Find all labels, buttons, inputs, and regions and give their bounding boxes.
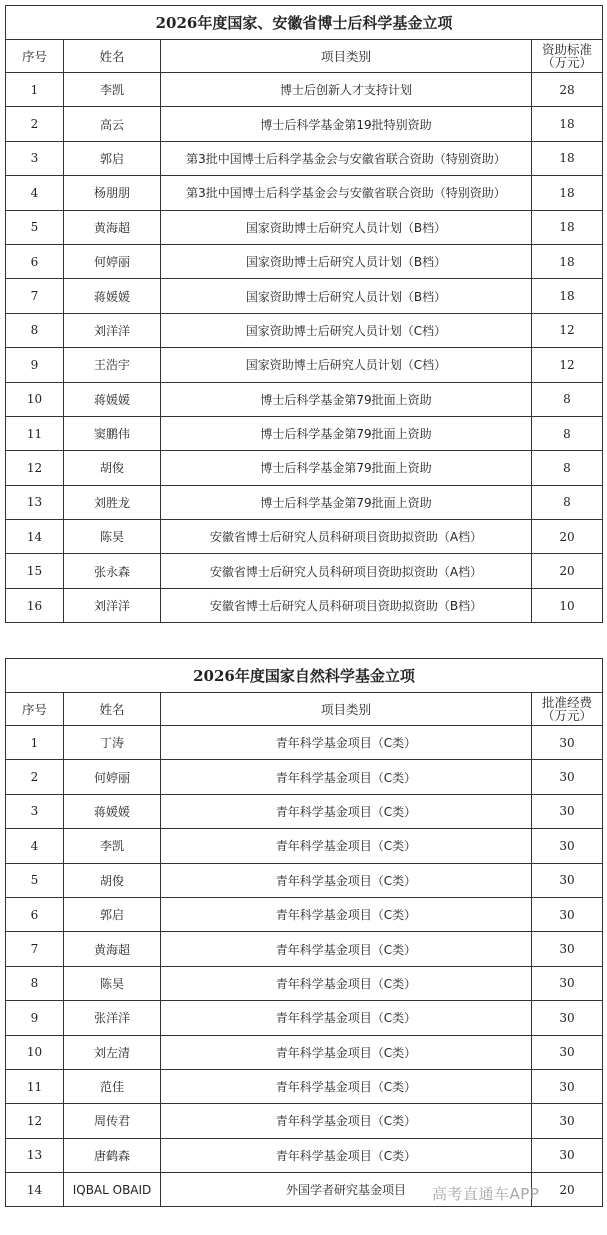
table-row — [6, 932, 603, 966]
table-row — [6, 520, 603, 554]
table-row — [6, 1035, 603, 1069]
cell-amount: 20 — [532, 1173, 603, 1207]
cell-amount: 30 — [532, 1069, 603, 1103]
cell-amount: 18 — [532, 279, 603, 313]
cell-category: 国家资助博士后研究人员计划（C档） — [161, 313, 532, 347]
table-row — [6, 279, 603, 313]
cell-name: 何婷丽 — [64, 244, 161, 278]
cell-category: 第3批中国博士后科学基金会与安徽省联合资助（特别资助） — [161, 176, 532, 210]
header-name: 姓名 — [64, 40, 161, 73]
cell-category: 青年科学基金项目（C类） — [161, 1104, 532, 1138]
table-row — [6, 554, 603, 588]
cell-category: 博士后科学基金第79批面上资助 — [161, 451, 532, 485]
cell-amount: 20 — [532, 520, 603, 554]
table-row — [6, 1138, 603, 1172]
cell-index: 10 — [6, 1035, 64, 1069]
cell-name: 张永森 — [64, 554, 161, 588]
cell-index: 4 — [6, 176, 64, 210]
cell-category: 国家资助博士后研究人员计划（B档） — [161, 244, 532, 278]
table-row — [6, 1104, 603, 1138]
header-amount-line2: （万元） — [541, 55, 592, 70]
cell-index: 13 — [6, 1138, 64, 1172]
cell-index: 8 — [6, 966, 64, 1000]
cell-name: 窦鹏伟 — [64, 416, 161, 450]
cell-category: 青年科学基金项目（C类） — [161, 932, 532, 966]
cell-index: 1 — [6, 726, 64, 760]
cell-amount: 8 — [532, 416, 603, 450]
cell-index: 12 — [6, 451, 64, 485]
cell-name: 刘左清 — [64, 1035, 161, 1069]
nsfc-funding-table — [5, 658, 603, 1207]
cell-amount: 30 — [532, 1001, 603, 1035]
table-body — [6, 726, 603, 1207]
cell-amount: 10 — [532, 588, 603, 622]
cell-index: 2 — [6, 107, 64, 141]
header-index: 序号 — [6, 40, 64, 73]
cell-index: 11 — [6, 1069, 64, 1103]
table-row — [6, 73, 603, 107]
postdoc-funding-table — [5, 5, 603, 623]
table-row — [6, 1001, 603, 1035]
table-row — [6, 829, 603, 863]
cell-index: 3 — [6, 794, 64, 828]
cell-name: 黄海超 — [64, 210, 161, 244]
cell-name: 黄海超 — [64, 932, 161, 966]
cell-name: 胡俊 — [64, 451, 161, 485]
cell-index: 3 — [6, 141, 64, 175]
cell-name: 李凯 — [64, 829, 161, 863]
cell-category: 青年科学基金项目（C类） — [161, 1069, 532, 1103]
table-row — [6, 451, 603, 485]
header-amount-line1: 批准经费 — [541, 695, 592, 710]
cell-amount: 18 — [532, 244, 603, 278]
cell-index: 1 — [6, 73, 64, 107]
cell-amount: 30 — [532, 760, 603, 794]
cell-name: 王浩宇 — [64, 348, 161, 382]
cell-index: 6 — [6, 244, 64, 278]
cell-index: 5 — [6, 210, 64, 244]
cell-amount: 30 — [532, 932, 603, 966]
cell-category: 国家资助博士后研究人员计划（B档） — [161, 210, 532, 244]
cell-name: 胡俊 — [64, 863, 161, 897]
cell-category: 青年科学基金项目（C类） — [161, 794, 532, 828]
cell-category: 青年科学基金项目（C类） — [161, 1035, 532, 1069]
header-index: 序号 — [6, 693, 64, 726]
cell-name: 周传君 — [64, 1104, 161, 1138]
table-row — [6, 348, 603, 382]
cell-index: 8 — [6, 313, 64, 347]
cell-category: 外国学者研究基金项目 — [161, 1173, 532, 1207]
cell-amount: 28 — [532, 73, 603, 107]
cell-amount: 30 — [532, 966, 603, 1000]
cell-index: 4 — [6, 829, 64, 863]
cell-index: 2 — [6, 760, 64, 794]
cell-index: 10 — [6, 382, 64, 416]
cell-category: 安徽省博士后研究人员科研项目资助拟资助（A档） — [161, 554, 532, 588]
table-row — [6, 244, 603, 278]
table-body — [6, 73, 603, 623]
table-row — [6, 313, 603, 347]
cell-category: 博士后创新人才支持计划 — [161, 73, 532, 107]
cell-amount: 30 — [532, 1138, 603, 1172]
cell-amount: 30 — [532, 829, 603, 863]
cell-name: 蒋媛媛 — [64, 279, 161, 313]
table-row — [6, 726, 603, 760]
cell-category: 博士后科学基金第79批面上资助 — [161, 485, 532, 519]
cell-category: 青年科学基金项目（C类） — [161, 1138, 532, 1172]
cell-name: 郭启 — [64, 897, 161, 931]
header-amount — [532, 693, 603, 726]
cell-name: 刘洋洋 — [64, 588, 161, 622]
cell-category: 青年科学基金项目（C类） — [161, 760, 532, 794]
cell-category: 安徽省博士后研究人员科研项目资助拟资助（A档） — [161, 520, 532, 554]
cell-name: 丁涛 — [64, 726, 161, 760]
cell-index: 9 — [6, 348, 64, 382]
table-row — [6, 760, 603, 794]
cell-amount: 30 — [532, 897, 603, 931]
table-row — [6, 966, 603, 1000]
cell-index: 14 — [6, 520, 64, 554]
cell-index: 15 — [6, 554, 64, 588]
cell-name: 刘洋洋 — [64, 313, 161, 347]
cell-amount: 18 — [532, 107, 603, 141]
cell-name: 高云 — [64, 107, 161, 141]
cell-category: 博士后科学基金第19批特别资助 — [161, 107, 532, 141]
cell-name: 蒋媛媛 — [64, 794, 161, 828]
cell-name: 蒋媛媛 — [64, 382, 161, 416]
header-name: 姓名 — [64, 693, 161, 726]
cell-name: 唐鹤森 — [64, 1138, 161, 1172]
cell-name: 何婷丽 — [64, 760, 161, 794]
cell-index: 9 — [6, 1001, 64, 1035]
cell-amount: 30 — [532, 1035, 603, 1069]
table-row — [6, 107, 603, 141]
cell-amount: 8 — [532, 382, 603, 416]
watermark: 高考直通车APP — [432, 1185, 540, 1203]
cell-name: 范佳 — [64, 1069, 161, 1103]
cell-category: 国家资助博士后研究人员计划（C档） — [161, 348, 532, 382]
cell-index: 5 — [6, 863, 64, 897]
table-row — [6, 416, 603, 450]
cell-category: 安徽省博士后研究人员科研项目资助拟资助（B档） — [161, 588, 532, 622]
cell-category: 青年科学基金项目（C类） — [161, 829, 532, 863]
cell-name: 陈昊 — [64, 520, 161, 554]
table-row — [6, 1069, 603, 1103]
cell-amount: 8 — [532, 485, 603, 519]
header-category: 项目类别 — [161, 693, 532, 726]
table-row — [6, 588, 603, 622]
cell-amount: 30 — [532, 1104, 603, 1138]
cell-amount: 18 — [532, 176, 603, 210]
header-amount-line1: 资助标准 — [541, 42, 592, 57]
cell-amount: 30 — [532, 863, 603, 897]
cell-name: 刘胜龙 — [64, 485, 161, 519]
cell-category: 青年科学基金项目（C类） — [161, 897, 532, 931]
cell-amount: 8 — [532, 451, 603, 485]
cell-index: 11 — [6, 416, 64, 450]
table-row — [6, 141, 603, 175]
cell-name: 李凯 — [64, 73, 161, 107]
cell-category: 博士后科学基金第79批面上资助 — [161, 416, 532, 450]
cell-name: 郭启 — [64, 141, 161, 175]
cell-amount: 12 — [532, 348, 603, 382]
cell-index: 7 — [6, 279, 64, 313]
cell-category: 青年科学基金项目（C类） — [161, 966, 532, 1000]
table-row — [6, 794, 603, 828]
cell-amount: 30 — [532, 726, 603, 760]
cell-index: 16 — [6, 588, 64, 622]
header-category: 项目类别 — [161, 40, 532, 73]
cell-amount: 20 — [532, 554, 603, 588]
table-row — [6, 176, 603, 210]
cell-name: IQBAL OBAID — [64, 1173, 161, 1207]
table-row — [6, 485, 603, 519]
cell-category: 青年科学基金项目（C类） — [161, 1001, 532, 1035]
cell-category: 第3批中国博士后科学基金会与安徽省联合资助（特别资助） — [161, 141, 532, 175]
cell-index: 7 — [6, 932, 64, 966]
cell-category: 青年科学基金项目（C类） — [161, 726, 532, 760]
cell-amount: 18 — [532, 210, 603, 244]
table-title: 2026年度国家自然科学基金立项 — [6, 659, 603, 693]
cell-index: 6 — [6, 897, 64, 931]
header-amount-line2: （万元） — [541, 708, 592, 723]
cell-index: 12 — [6, 1104, 64, 1138]
table-title: 2026年度国家、安徽省博士后科学基金立项 — [6, 6, 603, 40]
cell-category: 国家资助博士后研究人员计划（B档） — [161, 279, 532, 313]
table-row — [6, 382, 603, 416]
cell-amount: 18 — [532, 141, 603, 175]
header-amount — [532, 40, 603, 73]
cell-amount: 30 — [532, 794, 603, 828]
cell-name: 陈昊 — [64, 966, 161, 1000]
cell-amount: 12 — [532, 313, 603, 347]
cell-name: 杨朋朋 — [64, 176, 161, 210]
cell-name: 张洋洋 — [64, 1001, 161, 1035]
cell-index: 14 — [6, 1173, 64, 1207]
table-row — [6, 897, 603, 931]
table-row — [6, 863, 603, 897]
cell-index: 13 — [6, 485, 64, 519]
table-row — [6, 210, 603, 244]
cell-category: 青年科学基金项目（C类） — [161, 863, 532, 897]
cell-category: 博士后科学基金第79批面上资助 — [161, 382, 532, 416]
